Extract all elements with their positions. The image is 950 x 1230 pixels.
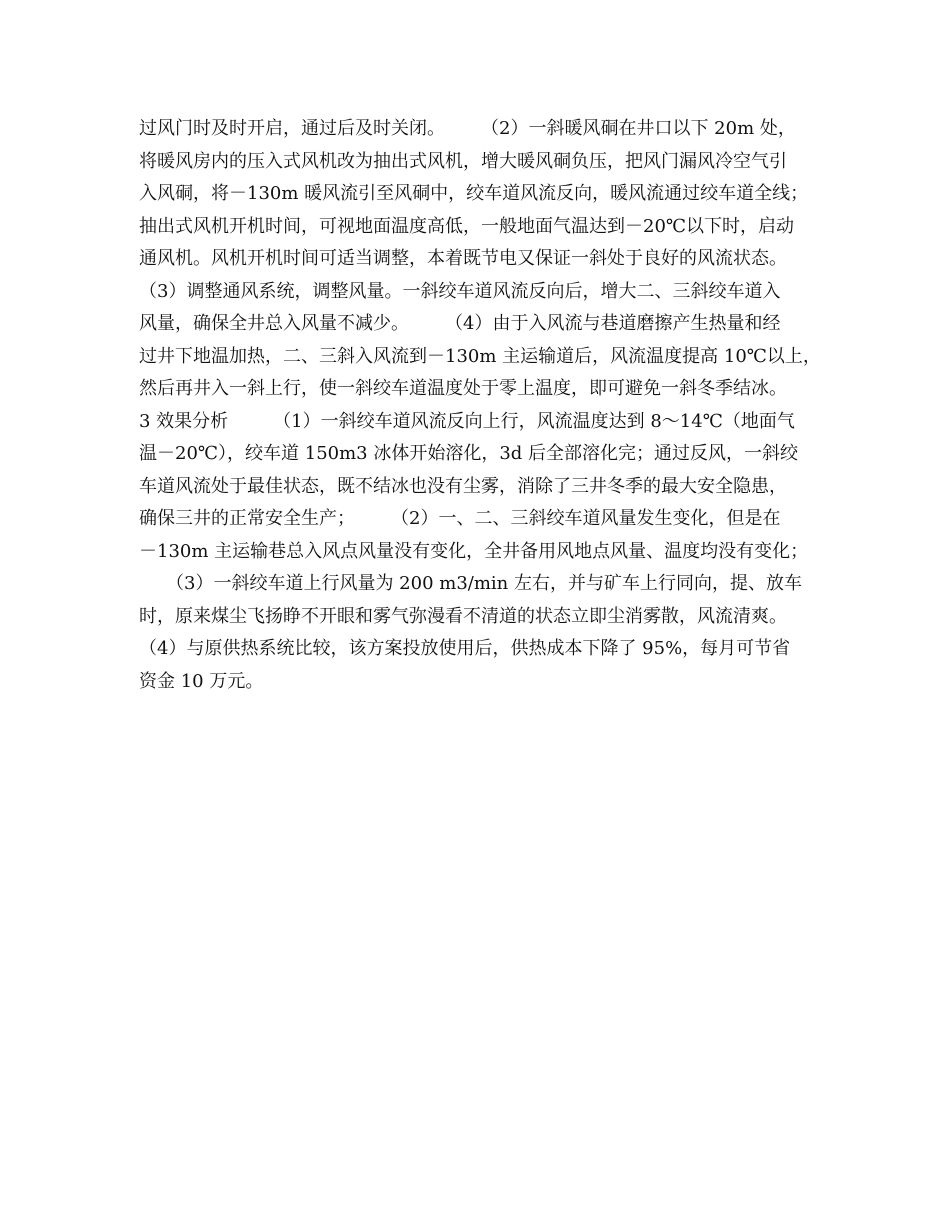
text-line: 过风门时及时开启，通过后及时关闭。 （2）一斜暖风硐在井口以下 20m 处， [139, 118, 796, 139]
text-line: 通风机。风机开机时间可适当调整，本着既节电又保证一斜处于良好的风流状态。 [139, 248, 787, 269]
text-line: 然后再井入一斜上行，使一斜绞车道温度处于零上温度，即可避免一斜冬季结冰。 [139, 378, 787, 399]
text-line: 抽出式风机开机时间，可视地面温度高低，一般地面气温达到－20℃以下时，启动 [139, 215, 795, 237]
text-line: 将暖风房内的压入式风机改为抽出式风机，增大暖风硐负压，把风门漏风冷空气引 [139, 150, 787, 172]
text-line: 时，原来煤尘飞扬睁不开眼和雾气弥漫看不清道的状态立即尘消雾散，风流清爽。 [139, 605, 787, 627]
text-line: 3 效果分析 （1）一斜绞车道风流反向上行，风流温度达到 8～14℃（地面气 [139, 410, 795, 432]
text-line: 过井下地温加热，二、三斜入风流到－130m 主运输道后，风流温度提高 10℃以上， [139, 345, 821, 367]
text-line: （4）与原供热系统比较，该方案投放使用后，供热成本下降了 95%，每月可节省 [139, 638, 791, 659]
body-text [139, 113, 839, 698]
text-line: 温－20℃），绞车道 150m3 冰体开始溶化，3d 后全部溶化完；通过反风，一斜绞 [139, 443, 799, 464]
text-line: 车道风流处于最佳状态，既不结冰也没有尘雾，消除了三井冬季的最大安全隐患， [139, 475, 787, 497]
text-line: （3）一斜绞车道上行风量为 200 m3/min 左右，并与矿车上行同向，提、放车 [139, 573, 802, 594]
text-line: （3）调整通风系统，调整风量。一斜绞车道风流反向后，增大二、三斜绞车道入 [139, 280, 781, 302]
text-line: 入风硐，将－130m 暖风流引至风硐中，绞车道风流反向，暖风流通过绞车道全线； [139, 183, 809, 204]
text-line: 资金 10 万元。 [139, 670, 264, 692]
text-line: 风量，确保全井总入风量不减少。 （4）由于入风流与巷道磨擦产生热量和经 [139, 313, 781, 334]
text-line: 确保三井的正常安全生产； （2）一、二、三斜绞车道风量发生变化，但是在 [139, 508, 781, 529]
text-line: －130m 主运输巷总入风点风量没有变化，全井备用风地点风量、温度均没有变化； [139, 540, 809, 562]
